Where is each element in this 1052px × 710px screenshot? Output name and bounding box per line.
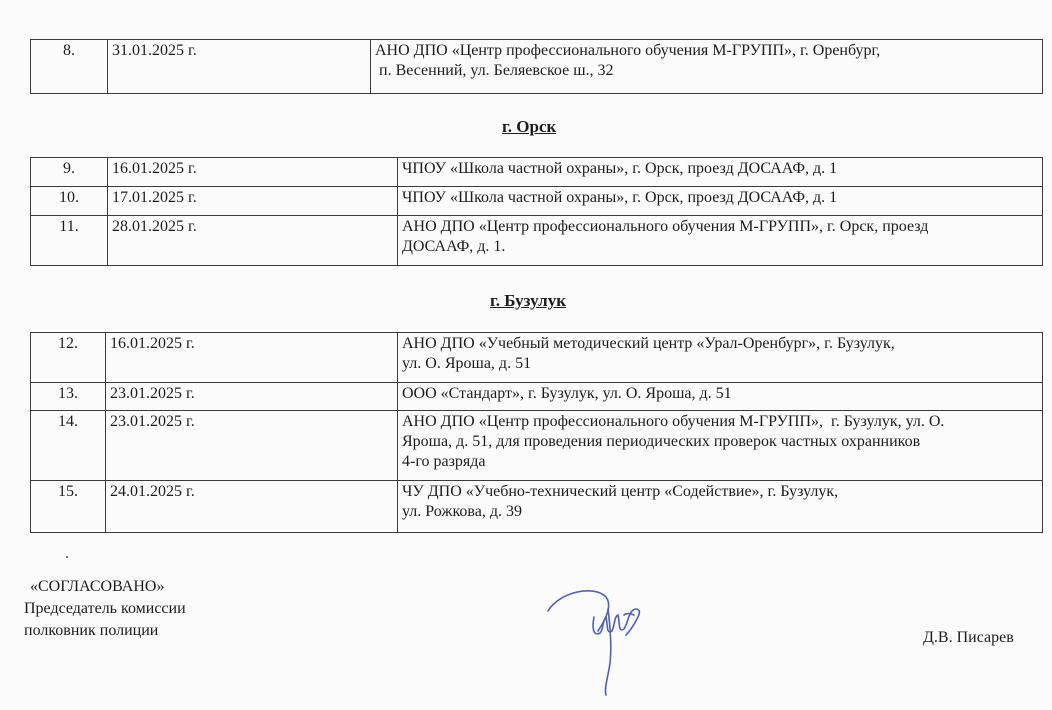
- row-date: 28.01.2025 г.: [108, 216, 398, 266]
- row-number: 9.: [31, 158, 108, 187]
- row-number: 11.: [31, 216, 108, 266]
- table-row: [31, 158, 1043, 187]
- row-number: 10.: [31, 187, 108, 216]
- section-heading-orsk: г. Орск: [502, 117, 557, 136]
- row-number: 15.: [31, 481, 106, 533]
- handwritten-signature: [540, 585, 660, 700]
- org-line: 4-го разряда: [402, 453, 486, 470]
- org-line: Яроша, д. 51, для проведения периодических проверок частных охранников: [402, 433, 921, 450]
- org-line: п. Весенний, ул. Беляевское ш., 32: [375, 62, 614, 79]
- table-row: [31, 187, 1043, 216]
- schedule-table-buzuluk: [30, 332, 1043, 533]
- row-number: 8.: [31, 40, 108, 94]
- row-date: 23.01.2025 г.: [106, 383, 398, 411]
- table-row: [31, 411, 1043, 481]
- row-organization: [398, 216, 1043, 266]
- row-organization: [398, 187, 1043, 216]
- org-line: ДОСААФ, д. 1.: [402, 238, 506, 255]
- table-row: [31, 383, 1043, 411]
- table-row: [31, 333, 1043, 383]
- org-line: АНО ДПО «Учебный методический центр «Урал-Оренбург», г. Бузулук,: [402, 335, 895, 352]
- row-date: 24.01.2025 г.: [106, 481, 398, 533]
- org-line: ЧПОУ «Школа частной охраны», г. Орск, проезд ДОСААФ, д. 1: [402, 189, 838, 206]
- org-line: ООО «Стандарт», г. Бузулук, ул. О. Яроша, д. 51: [402, 385, 732, 402]
- org-line: АНО ДПО «Центр профессионального обучения М-ГРУПП», г. Бузулук, ул. О.: [402, 413, 945, 430]
- row-date: 17.01.2025 г.: [108, 187, 398, 216]
- section-heading-buzuluk: г. Бузулук: [490, 291, 567, 310]
- row-organization: [398, 411, 1043, 481]
- schedule-table-orenburg: [30, 39, 1043, 94]
- org-line: ЧУ ДПО «Учебно-технический центр «Содействие», г. Бузулук,: [402, 483, 839, 500]
- row-organization: [398, 333, 1043, 383]
- row-date: 16.01.2025 г.: [106, 333, 398, 383]
- approval-rank: полковник полиции: [24, 622, 159, 639]
- stray-dot: [66, 556, 68, 558]
- org-line: ул. О. Яроша, д. 51: [402, 355, 532, 372]
- row-number: 13.: [31, 383, 106, 411]
- approval-name: Д.В. Писарев: [923, 629, 1014, 646]
- row-date: 23.01.2025 г.: [106, 411, 398, 481]
- row-date: 31.01.2025 г.: [108, 40, 371, 94]
- row-organization: [371, 40, 1043, 94]
- row-number: 14.: [31, 411, 106, 481]
- table-row: [31, 216, 1043, 266]
- approval-position: Председатель комиссии: [24, 600, 186, 617]
- org-line: ЧПОУ «Школа частной охраны», г. Орск, проезд ДОСААФ, д. 1: [402, 160, 838, 177]
- org-line: ул. Рожкова, д. 39: [402, 503, 522, 520]
- schedule-table-orsk: [30, 157, 1043, 266]
- table-row: [31, 40, 1043, 94]
- row-date: 16.01.2025 г.: [108, 158, 398, 187]
- approval-stamp: «СОГЛАСОВАНО»: [30, 578, 165, 595]
- row-organization: [398, 481, 1043, 533]
- table-row: [31, 481, 1043, 533]
- org-line: АНО ДПО «Центр профессионального обучения М-ГРУПП», г. Оренбург,: [375, 42, 881, 59]
- row-organization: [398, 158, 1043, 187]
- org-line: АНО ДПО «Центр профессионального обучения М-ГРУПП», г. Орск, проезд: [402, 218, 929, 235]
- row-organization: [398, 383, 1043, 411]
- row-number: 12.: [31, 333, 106, 383]
